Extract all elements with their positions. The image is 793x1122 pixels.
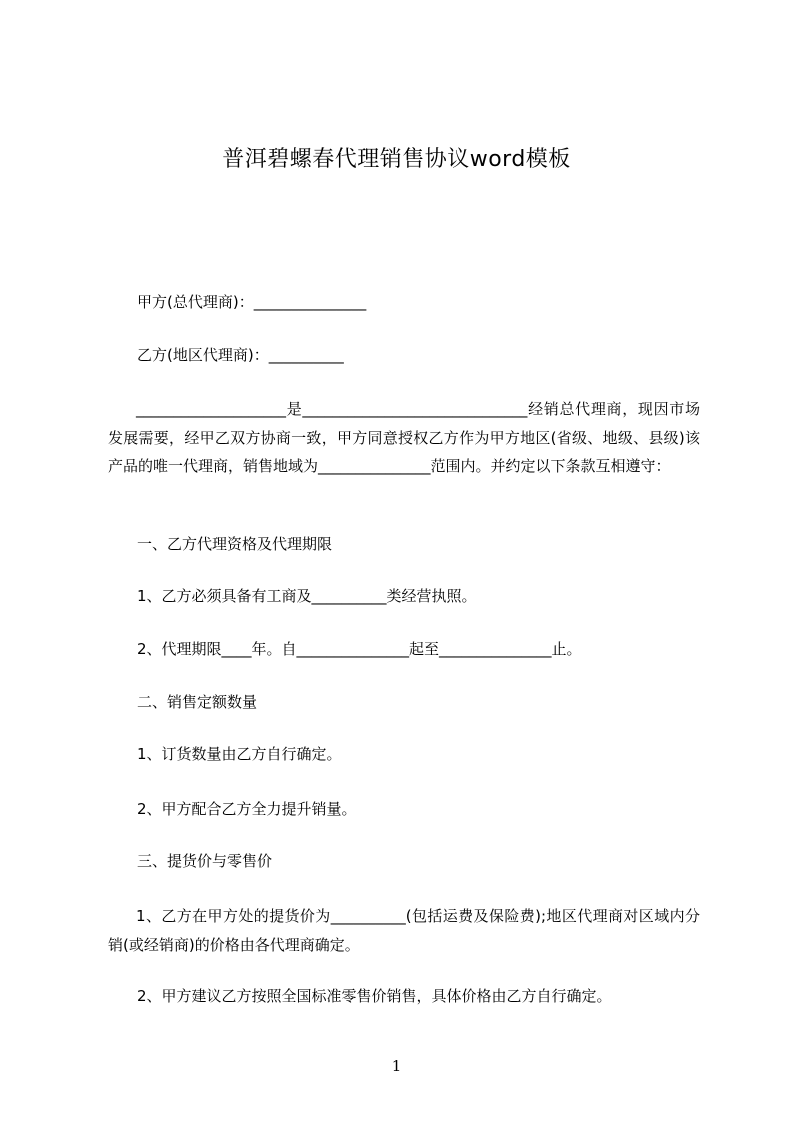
section-3-heading: 三、提货价与零售价: [137, 852, 273, 870]
intro-paragraph: [108, 395, 700, 481]
document-title: 普洱碧螺春代理销售协议word模板: [222, 147, 571, 172]
intro-text: ____________________是______________________________经销总代理商，现因市场发展需要，经甲乙双方协商一致，甲方同意授权乙方作为甲方地区(省级、地级、县级)该产品的唯一代理商，销售地域为_______________范围内。并约定以下条款互相遵守：: [108, 400, 700, 475]
section-3-item-2: 2、甲方建议乙方按照全国标准零售价销售，具体价格由乙方自行确定。: [137, 987, 612, 1005]
section-3-item-1-paragraph: [108, 902, 700, 959]
section-2-heading: 二、销售定额数量: [137, 693, 258, 711]
section-1-item-1: 1、乙方必须具备有工商及__________类经营执照。: [137, 587, 477, 605]
party-a-line: 甲方(总代理商)：_______________: [137, 293, 367, 311]
section-2-item-2: 2、甲方配合乙方全力提升销量。: [137, 800, 357, 818]
page-number: 1: [391, 1057, 402, 1075]
section-2-item-1: 1、订货数量由乙方自行确定。: [137, 745, 342, 763]
section-3-item-1: 1、乙方在甲方处的提货价为__________(包括运费及保险费);地区代理商对区域内分销(或经销商)的价格由各代理商确定。: [108, 907, 700, 954]
party-b-line: 乙方(地区代理商)：__________: [137, 346, 344, 364]
section-1-heading: 一、乙方代理资格及代理期限: [137, 535, 333, 553]
section-1-item-2: 2、代理期限____年。自_______________起至_______________止。: [137, 640, 582, 658]
